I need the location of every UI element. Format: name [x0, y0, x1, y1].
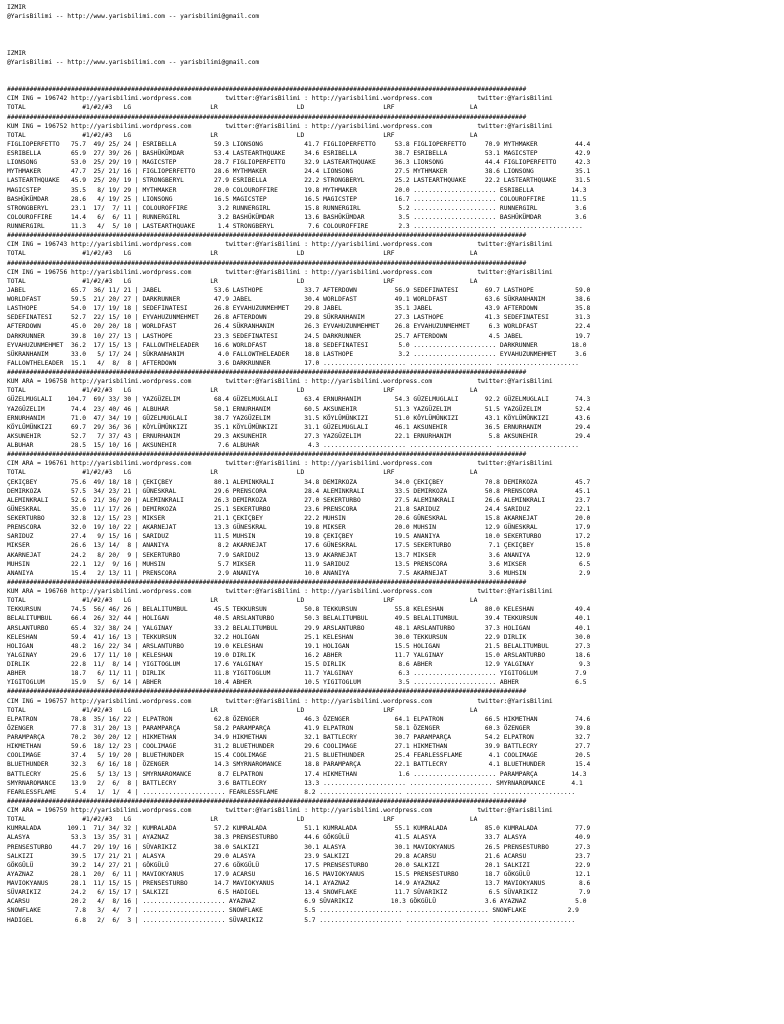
table-row: GÜZELMUGLALI 104.7 69/ 33/ 30 | YAZGÜZELIM 68.4 GÜZELMUGLALI 63.4 ERNURHANIM 54.3 GÜZELMUGLALI 92.2 GÜZELMUGLALI 74.3 — [7, 396, 591, 404]
table-row: DIRLIK 22.8 11/ 8/ 14 | YIGITOGLUM 17.6 YALGINAY 15.5 DIRLIK 8.6 ABHER 12.9 YALGINAY 9.3 — [7, 661, 591, 668]
table-header-row: TOTAL #1/#2/#3 LG LR LD LRF LA — [7, 277, 478, 285]
table-row: RUNNERGIRL 11.3 4/ 5/ 10 | LASTEARTHQUAKE 1.4 STRONGBERYL 7.6 COLOUROFFIRE 2.3 ...................... ...................... — [7, 223, 583, 230]
separator-line: ########################################################################################################################################## — [7, 688, 527, 696]
separator-line: ########################################################################################################################################## — [7, 578, 527, 586]
table-row: SÜKRANHANIM 33.0 5/ 17/ 24 | SÜKRANHANIM 4.0 FALLOWTHELEADER 18.8 LASTHOPE 3.2 ...................... EYVAHUZUNMEHMET 3.6 — [7, 350, 587, 358]
table-row: KÖYLÜMÜNKIZI 69.7 29/ 36/ 36 | KÖYLÜMÜNKIZI 35.1 KÖYLÜMÜNKIZI 31.1 GÜZELMUGLALI 46.1 AKSUNEHIR 36.5 ERNURHANIM 29.4 — [7, 423, 591, 431]
table-row: ALASYA 53.3 13/ 35/ 31 | AYAZNAZ 38.3 PRENSESTURBO 44.6 GÖKGÜLÜ 41.5 ALASYA 33.7 ALASYA 40.9 — [7, 834, 591, 842]
table-row: LIONSONG 53.0 25/ 29/ 19 | MAGICSTEP 28.7 FIGLIOPERFETTO 32.9 LASTEARTHQUAKE 36.3 LIONSONG 44.4 FIGLIOPERFETTO 42.3 — [7, 159, 591, 167]
table-row: GÜNESKRAL 35.0 11/ 17/ 26 | DEMIRKOZA 25.1 SEKERTURBO 23.6 PRENSCORA 21.8 SARIDUZ 24.4 SARIDUZ 22.1 — [7, 505, 591, 513]
table-row: SALKIZI 39.5 17/ 21/ 21 | ALASYA 29.0 ALASYA 23.9 SALKIZI 29.8 ACARSU 21.6 ACARSU 23.7 — [7, 852, 591, 860]
table-header-row: TOTAL #1/#2/#3 LG LR LD LRF LA — [7, 597, 478, 605]
race-header: CIM ING = 196742 http://yarisbilimi.wordpress.com twitter:@YarisBilimi : http://yarisbilimi.wordpress.com twitter:@YarisBilimi — [7, 95, 553, 103]
table-row: BASHÜKÜMDAR 28.6 4/ 19/ 25 | LIONSONG 16.5 MAGICSTEP 16.5 MAGICSTEP 16.7 ...................... COLOUROFFIRE 11.5 — [7, 195, 587, 203]
table-row: ÖZENGER 77.8 31/ 20/ 13 | PARAMPARÇA 58.2 PARAMPARÇA 41.9 ELPATRON 58.1 ÖZENGER 60.3 ÖZENGER 39.8 — [7, 724, 591, 732]
race-header: CIM ARA = 196759 http://yarisbilimi.wordpress.com twitter:@YarisBilimi : http://yarisbilimi.wordpress.com twitter:@YarisBilimi — [7, 807, 553, 814]
table-row: JABEL 65.7 36/ 11/ 21 | JABEL 53.6 LASTHOPE 33.7 AFTERDOWN 56.9 SEDEFINATESI 69.7 LASTHOPE 59.0 — [7, 286, 591, 294]
table-row: MAGICSTEP 35.5 8/ 19/ 29 | MYTHMAKER 20.0 COLOUROFFIRE 19.8 MYTHMAKER 20.0 ...................... ESRIBELLA 14.3 — [7, 186, 587, 194]
table-row: SÜVARIKIZ 24.2 6/ 15/ 17 | SALKIZI 6.5 HADIGEL 13.4 SNOWFLAKE 11.7 SÜVARIKIZ 6.5 SÜVARIKIZ 7.9 — [7, 889, 591, 897]
table-row: BELALITUMBUL 66.4 26/ 32/ 44 | HOLIGAN 40.5 ARSLANTURBO 50.3 BELALITUMBUL 49.5 BELALITUMBUL 39.4 TEKKURSUN 40.1 — [7, 615, 591, 623]
table-row: ALEMINKRALI 52.6 21/ 36/ 20 | ALEMINKRALI 26.3 DEMIRKOZA 27.0 SEKERTURBO 27.5 ALEMINKRALI 26.6 ALEMINKRALI 23.7 — [7, 496, 591, 504]
table-row: KUMRALADA 109.1 71/ 34/ 32 | KUMRALADA 57.2 KUMRALADA 51.1 KUMRALADA 55.1 KUMRALADA 85.0 KUMRALADA 77.9 — [7, 825, 591, 833]
text-line: IZMIR — [7, 4, 26, 11]
table-row: SMYRNAROMANCE 13.9 2/ 6/ 8 | BATTLECRY 3.6 BATTLECRY 13.3 ...................... ...................... SMYRNAROMANCE 4.1 — [7, 779, 583, 787]
race-header: CIM ARA = 196761 http://yarisbilimi.wordpress.com twitter:@YarisBilimi : http://yarisbilimi.wordpress.com twitter:@YarisBilimi — [7, 460, 553, 468]
race-header: CIM ING = 196743 http://yarisbilimi.wordpress.com twitter:@YarisBilimi : http://yarisbilimi.wordpress.com twitter:@YarisBilimi — [7, 241, 553, 249]
text-line: @YarisBilimi -- http://www.yarisbilimi.com -- yarisbilimi@gmail.com — [7, 58, 260, 66]
table-row: AFTERDOWN 45.0 20/ 20/ 18 | WORLDFAST 26.4 SÜKRANHANIM 26.3 EYVAHUZUNMEHMET 26.8 EYVAHUZUNMEHMET 6.3 WORLDFAST 22.4 — [7, 323, 591, 331]
table-row: ARSLANTURBO 65.4 32/ 38/ 24 | YALGINAY 33.2 BELALITUMBUL 29.9 ARSLANTURBO 48.1 ARSLANTURBO 37.3 HOLIGAN 40.1 — [7, 624, 591, 632]
table-row: STRONGBERYL 23.1 17/ 7/ 11 | COLOUROFFIRE 3.2 RUNNERGIRL 15.8 RUNNERGIRL 5.2 ...................... RUNNERGIRL 3.6 — [7, 204, 587, 212]
table-header-row: TOTAL #1/#2/#3 LG LR LD LRF LA — [7, 250, 478, 258]
table-row: COOLIMAGE 37.4 5/ 19/ 20 | BLUETHUNDER 15.4 COOLIMAGE 21.5 BLUETHUNDER 25.4 FEARLESSFLAME 4.1 COOLIMAGE 20.5 — [7, 752, 591, 760]
race-header: CIM ING = 196756 http://yarisbilimi.wordpress.com twitter:@YarisBilimi : http://yarisbilimi.wordpress.com twitter:@YarisBilimi — [7, 268, 553, 276]
separator-line: ########################################################################################################################################## — [7, 232, 527, 240]
table-row: AKARNEJAT 24.2 8/ 20/ 9 | SEKERTURBO 7.9 SARIDUZ 13.9 AKARNEJAT 13.7 MIKSER 3.6 ANANIYA 12.9 — [7, 551, 591, 559]
table-row: AKSUNEHIR 52.7 7/ 37/ 43 | ERNURHANIM 29.3 AKSUNEHIR 27.3 YAZGÜZELIM 22.1 ERNURHANIM 5.8 AKSUNEHIR 29.4 — [7, 432, 591, 440]
table-row: TEKKURSUN 74.5 56/ 46/ 26 | BELALITUMBUL 45.5 TEKKURSUN 50.8 TEKKURSUN 55.8 KELESHAN 80.0 KELESHAN 49.4 — [7, 606, 591, 614]
race-header: KUM ARA = 196760 http://yarisbilimi.wordpress.com twitter:@YarisBilimi : http://yarisbilimi.wordpress.com twitter:@YarisBilimi — [7, 588, 553, 595]
blank-line — [7, 21, 784, 30]
table-row: LASTEARTHQUAKE 45.9 25/ 20/ 19 | STRONGBERYL 27.9 ESRIBELLA 22.2 STRONGBERYL 25.2 LASTEARTHQUAKE 22.2 LASTEARTHQUAKE 31.5 — [7, 177, 591, 185]
table-row: MAVIOKYANUS 28.1 11/ 15/ 15 | PRENSESTURBO 14.7 MAVIOKYANUS 14.1 AYAZNAZ 14.9 AYAZNAZ 13.7 MAVIOKYANUS 8.6 — [7, 880, 591, 887]
blank-line — [7, 67, 784, 76]
separator-line: ########################################################################################################################################## — [7, 451, 527, 459]
race-header: CIM ING = 196757 http://yarisbilimi.wordpress.com twitter:@YarisBilimi : http://yarisbilimi.wordpress.com twitter:@YarisBilimi — [7, 697, 553, 705]
table-row: FALLOWTHELEADER 15.1 4/ 8/ 8 | AFTERDOWN 3.6 DARKRUNNER 17.0 ...................... ...................... ...................... — [7, 359, 579, 367]
table-row: HADIGEL 6.8 2/ 6/ 3 | ...................... SÜVARIKIZ 5.7 ...................... ...................... ...................... — [7, 916, 576, 924]
table-row: HOLIGAN 48.2 16/ 22/ 34 | ARSLANTURBO 19.0 KELESHAN 19.1 HOLIGAN 15.5 HOLIGAN 21.5 BELALITUMBUL 27.3 — [7, 642, 591, 650]
table-row: PARAMPARÇA 70.2 30/ 20/ 12 | HIKMETHAN 34.9 HIKMETHAN 32.1 BATTLECRY 30.7 PARAMPARÇA 54.2 ELPATRON 32.7 — [7, 734, 591, 741]
separator-line: ########################################################################################################################################## — [7, 86, 527, 94]
table-row: SARIDUZ 27.4 9/ 15/ 16 | SARIDUZ 11.5 MUHSIN 19.8 ÇEKIÇBEY 19.5 ANANIYA 10.0 SEKERTURBO 17.2 — [7, 533, 591, 541]
table-row: SNOWFLAKE 7.8 3/ 4/ 7 | ...................... SNOWFLAKE 5.5 ...................... ...................... SNOWFLAKE 2.9 — [7, 907, 579, 915]
table-header-row: TOTAL #1/#2/#3 LG LR LD LRF LA — [7, 816, 478, 824]
text-line: @YarisBilimi -- http://www.yarisbilimi.com -- yarisbilimi@gmail.com — [7, 13, 260, 21]
table-row: FIGLIOPERFETTO 75.7 49/ 25/ 24 | ESRIBELLA 59.3 LIONSONG 41.7 FIGLIOPERFETTO 53.8 FIGLIOPERFETTO 70.9 MYTHMAKER 44.4 — [7, 140, 591, 148]
table-row: ABHER 18.7 6/ 11/ 11 | DIRLIK 11.8 YIGITOGLUM 11.7 YALGINAY 6.3 ...................... YIGITOGLUM 7.9 — [7, 670, 587, 678]
table-row: EYVAHUZUNMEHMET 36.2 17/ 15/ 13 | FALLOWTHELEADER 16.6 WORLDFAST 18.8 SEDEFINATESI 5.0 ...................... DARKRUNNER 18.0 — [7, 341, 587, 349]
table-row: MYTHMAKER 47.7 25/ 21/ 16 | FIGLIOPERFETTO 28.6 MYTHMAKER 24.4 LIONSONG 27.5 MYTHMAKER 38.6 LIONSONG 35.1 — [7, 168, 591, 176]
table-row: PRENSCORA 32.0 19/ 10/ 22 | AKARNEJAT 13.3 GÜNESKRAL 19.8 MIKSER 20.0 MUHSIN 12.9 GÜNESKRAL 17.9 — [7, 524, 591, 532]
table-row: HIKMETHAN 59.6 18/ 12/ 23 | COOLIMAGE 31.2 BLUETHUNDER 29.6 COOLIMAGE 27.1 HIKMETHAN 39.9 BATTLECRY 27.7 — [7, 743, 591, 751]
table-row: PRENSESTURBO 44.7 29/ 19/ 16 | SÜVARIKIZ 38.0 SALKIZI 30.1 ALASYA 30.1 MAVIOKYANUS 26.5 PRENSESTURBO 27.3 — [7, 843, 591, 851]
table-row: DEMIRKOZA 57.5 34/ 23/ 21 | GÜNESKRAL 29.6 PRENSCORA 28.4 ALEMINKRALI 33.5 DEMIRKOZA 50.8 PRENSCORA 45.1 — [7, 487, 591, 495]
table-row: GÖKGÜLÜ 39.2 14/ 27/ 21 | GÖKGÜLÜ 27.6 GÖKGÜLÜ 17.5 PRENSESTURBO 20.0 SALKIZI 20.1 SALKIZI 22.9 — [7, 861, 591, 869]
table-row: MIKSER 26.6 13/ 14/ 8 | ANANIYA 8.2 AKARNEJAT 17.6 GÜNESKRAL 17.5 SEKERTURBO 7.1 ÇEKIÇBEY 15.0 — [7, 542, 591, 550]
table-row: COLOUROFFIRE 14.4 6/ 6/ 11 | RUNNERGIRL 3.2 BASHÜKÜMDAR 13.6 BASHÜKÜMDAR 3.5 ...................... BASHÜKÜMDAR 3.6 — [7, 213, 587, 221]
table-row: SEKERTURBO 32.8 12/ 15/ 23 | MIKSER 21.1 ÇEKIÇBEY 22.2 MUHSIN 20.6 GÜNESKRAL 15.8 AKARNEJAT 20.0 — [7, 515, 591, 522]
blank-line — [7, 76, 784, 85]
race-header: KUM ING = 196752 http://yarisbilimi.wordpress.com twitter:@YarisBilimi : http://yarisbilimi.wordpress.com twitter:@YarisBilimi — [7, 122, 553, 130]
table-row: FEARLESSFLAME 5.4 1/ 1/ 4 | ...................... FEARLESSFLAME 8.2 ...................... ...................... ...................... — [7, 788, 576, 796]
table-row: YIGITOGLUM 15.9 5/ 6/ 14 | ABHER 10.4 ABHER 10.5 YIGITOGLUM 3.5 ...................... ABHER 6.5 — [7, 679, 587, 687]
blank-line — [7, 30, 784, 39]
table-header-row: TOTAL #1/#2/#3 LG LR LD LRF LA — [7, 387, 478, 395]
table-header-row: TOTAL #1/#2/#3 LG LR LD LRF LA — [7, 131, 478, 139]
table-row: YALGINAY 29.6 17/ 11/ 10 | KELESHAN 19.0 DIRLIK 16.2 ABHER 11.7 YALGINAY 15.0 ARSLANTURBO 18.6 — [7, 651, 591, 659]
table-row: ESRIBELLA 65.9 27/ 39/ 26 | BASHÜKÜMDAR 53.4 LASTEARTHQUAKE 34.6 ESRIBELLA 38.7 ESRIBELLA 53.1 MAGICSTEP 42.9 — [7, 150, 591, 157]
table-row: ERNURHANIM 71.0 47/ 34/ 19 | GÜZELMUGLALI 38.7 YAZGÜZELIM 31.5 KÖYLÜMÜNKIZI 51.0 KÖYLÜMÜNKIZI 43.1 KÖYLÜMÜNKIZI 43.6 — [7, 414, 591, 422]
separator-line: ########################################################################################################################################## — [7, 797, 527, 805]
table-row: BLUETHUNDER 32.3 6/ 16/ 18 | ÖZENGER 14.3 SMYRNAROMANCE 18.8 PARAMPARÇA 22.1 BATTLECRY 4.1 BLUETHUNDER 15.4 — [7, 761, 591, 769]
table-row: LASTHOPE 54.0 17/ 19/ 18 | SEDEFINATESI 26.8 EYVAHUZUNMEHMET 29.8 JABEL 35.1 JABEL 43.9 AFTERDOWN 35.8 — [7, 305, 591, 313]
table-row: ACARSU 20.2 4/ 8/ 16 | ...................... AYAZNAZ 6.9 SÜVARIKIZ 10.3 GÖKGÜLÜ 3.6 AYAZNAZ 5.0 — [7, 898, 587, 906]
race-header: KUM ARA = 196758 http://yarisbilimi.wordpress.com twitter:@YarisBilimi : http://yarisbilimi.wordpress.com twitter:@YarisBilimi — [7, 378, 553, 386]
table-header-row: TOTAL #1/#2/#3 LG LR LD LRF LA — [7, 104, 478, 112]
blank-line — [7, 40, 784, 49]
separator-line: ########################################################################################################################################## — [7, 259, 527, 267]
separator-line: ########################################################################################################################################## — [7, 369, 527, 376]
table-row: ALBUHAR 28.5 15/ 10/ 16 | AKSUNEHIR 7.6 ALBUHAR 4.3 ...................... ...................... ...................... — [7, 442, 579, 449]
table-row: MUHSIN 22.1 12/ 9/ 16 | MUHSIN 5.7 MIKSER 11.9 SARIDUZ 13.5 PRENSCORA 3.6 MIKSER 6.5 — [7, 560, 591, 568]
separator-line: ########################################################################################################################################## — [7, 113, 527, 121]
table-row: SEDEFINATESI 52.7 22/ 15/ 10 | EYVAHUZUNMEHMET 26.8 AFTERDOWN 29.8 SÜKRANHANIM 27.3 LASTHOPE 41.3 SEDEFINATESI 31.3 — [7, 314, 591, 322]
table-row: KELESHAN 59.4 41/ 16/ 13 | TEKKURSUN 32.2 HOLIGAN 25.1 KELESHAN 30.0 TEKKURSUN 22.9 DIRLIK 30.0 — [7, 633, 591, 641]
table-row: DARKRUNNER 39.8 10/ 27/ 13 | LASTHOPE 23.3 SEDEFINATESI 24.5 DARKRUNNER 25.7 AFTERDOWN 4.5 JABEL 19.7 — [7, 332, 591, 340]
table-row: AYAZNAZ 28.1 20/ 6/ 11 | MAVIOKYANUS 17.9 ACARSU 16.5 MAVIOKYANUS 15.5 PRENSESTURBO 18.7 GÖKGÜLÜ 12.1 — [7, 870, 591, 878]
table-row: WORLDFAST 59.5 21/ 20/ 27 | DARKRUNNER 47.9 JABEL 30.4 WORLDFAST 49.1 WORLDFAST 63.6 SÜKRANHANIM 38.6 — [7, 296, 591, 303]
table-header-row: TOTAL #1/#2/#3 LG LR LD LRF LA — [7, 706, 478, 714]
text-line: IZMIR — [7, 49, 26, 57]
table-header-row: TOTAL #1/#2/#3 LG LR LD LRF LA — [7, 469, 478, 477]
table-row: ELPATRON 78.8 35/ 16/ 22 | ELPATRON 62.8 ÖZENGER 46.3 ÖZENGER 64.1 ELPATRON 66.5 HIKMETHAN 74.6 — [7, 715, 591, 723]
table-row: ANANIYA 15.4 2/ 13/ 11 | PRENSCORA 2.9 ANANIYA 10.0 ANANIYA 7.5 AKARNEJAT 3.6 MUHSIN 2.9 — [7, 569, 591, 577]
table-row: BATTLECRY 25.6 5/ 13/ 13 | SMYRNAROMANCE 8.7 ELPATRON 17.4 HIKMETHAN 1.6 ...................... PARAMPARÇA 14.3 — [7, 770, 587, 778]
table-row: YAZGÜZELIM 74.4 23/ 40/ 46 | ALBUHAR 50.1 ERNURHANIM 60.5 AKSUNEHIR 51.3 YAZGÜZELIM 51.5 YAZGÜZELIM 52.4 — [7, 405, 591, 413]
table-row: ÇEKIÇBEY 75.6 49/ 18/ 18 | ÇEKIÇBEY 80.1 ALEMINKRALI 34.8 DEMIRKOZA 34.0 ÇEKIÇBEY 70.8 DEMIRKOZA 45.7 — [7, 478, 591, 486]
